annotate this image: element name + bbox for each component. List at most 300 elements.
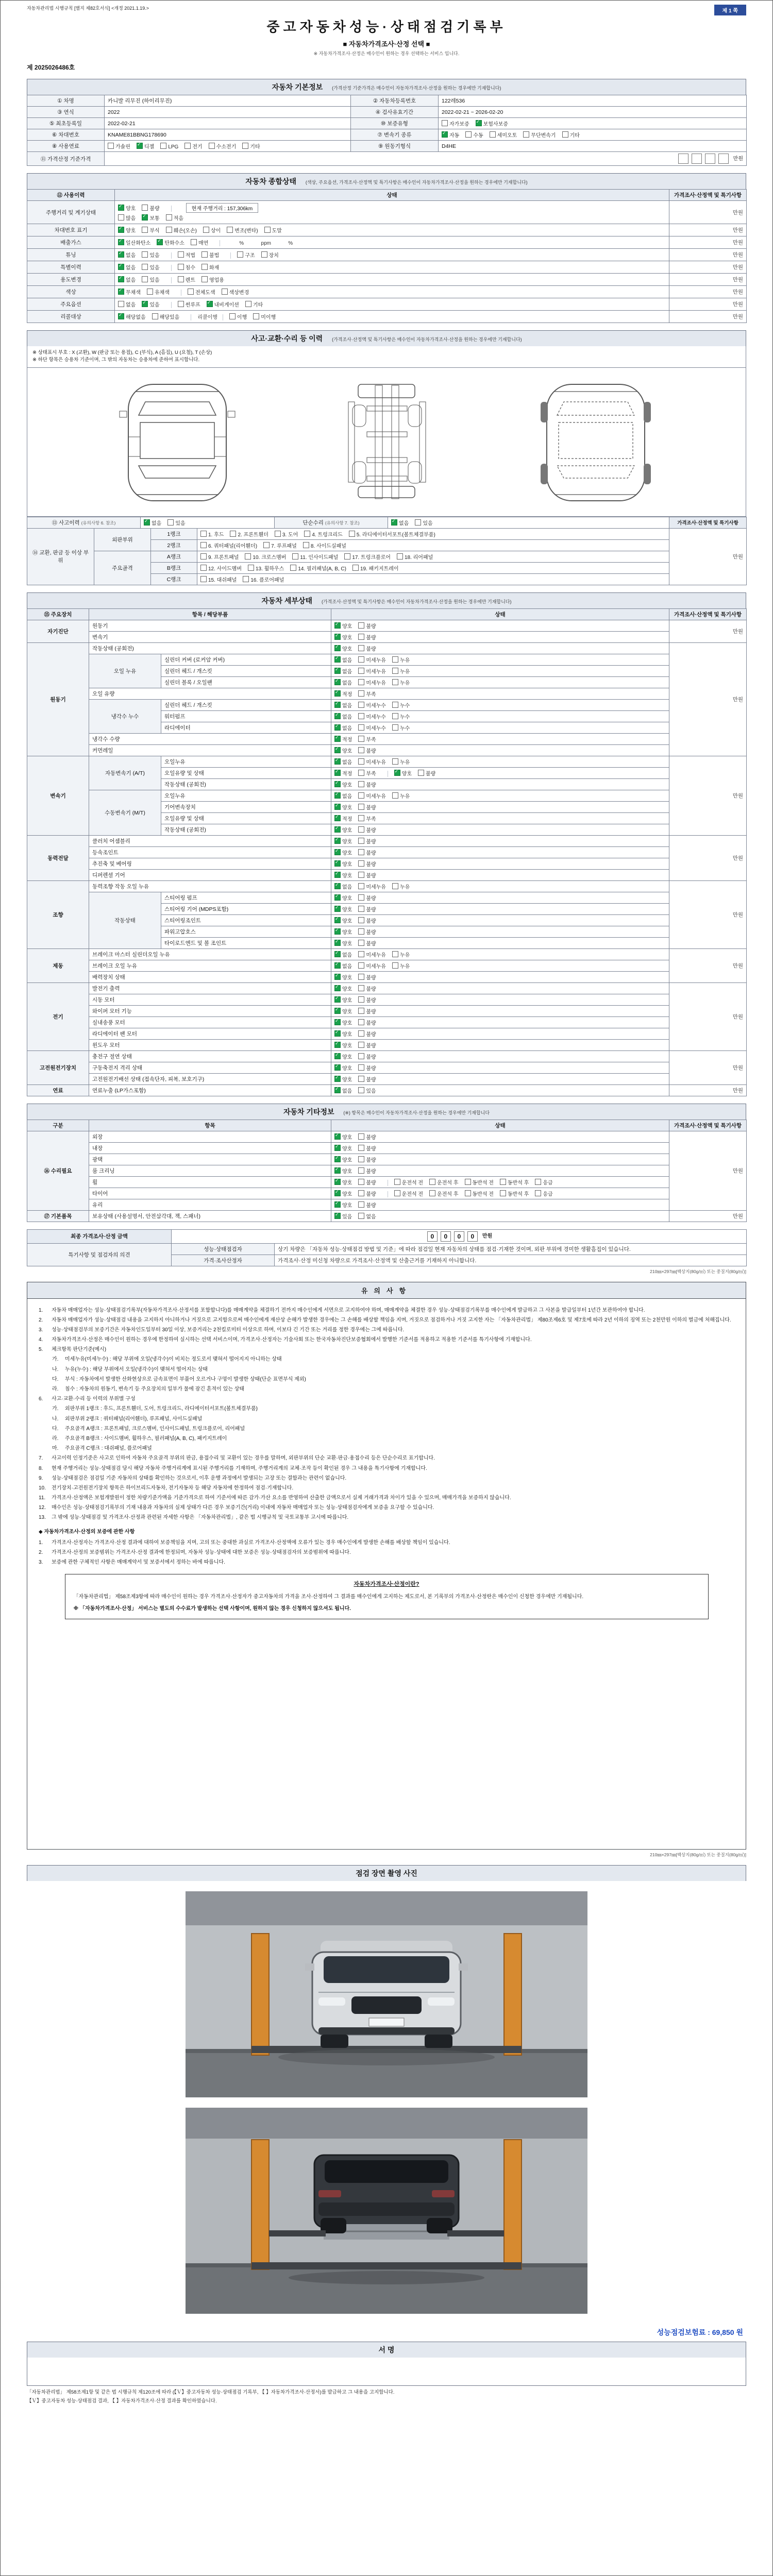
checkbox-icon[interactable] [358,894,364,901]
checkbox-option[interactable] [230,532,268,538]
checkbox-option[interactable] [334,839,352,845]
checkbox-option[interactable] [334,963,352,970]
checkbox-checked-icon[interactable] [334,906,341,912]
checkbox-option[interactable] [358,782,376,788]
checkbox-icon[interactable] [500,1179,506,1185]
checkbox-option[interactable] [118,215,136,222]
checkbox-icon[interactable] [358,838,364,844]
checkbox-option[interactable] [358,884,386,890]
checkbox-option[interactable] [358,623,376,630]
checkbox-checked-icon[interactable] [334,1087,341,1093]
checkbox-icon[interactable] [392,951,398,957]
checkbox-icon[interactable] [358,974,364,980]
checkbox-option[interactable] [392,725,410,732]
checkbox-icon[interactable] [349,531,355,537]
checkbox-checked-icon[interactable] [118,276,124,282]
checkbox-option[interactable] [108,144,130,150]
checkbox-option[interactable] [178,302,200,308]
checkbox-option[interactable] [358,975,376,981]
checkbox-checked-icon[interactable] [334,1064,341,1071]
checkbox-icon[interactable] [229,313,236,319]
checkbox-icon[interactable] [242,143,248,149]
checkbox-checked-icon[interactable] [334,622,341,629]
checkbox-icon[interactable] [500,1190,506,1196]
checkbox-checked-icon[interactable] [118,239,124,245]
checkbox-icon[interactable] [392,702,398,708]
checkbox-option[interactable] [334,1031,352,1038]
checkbox-icon[interactable] [358,906,364,912]
checkbox-checked-icon[interactable] [334,985,341,991]
checkbox-option[interactable] [334,703,352,709]
checkbox-option[interactable] [118,302,136,308]
checkbox-option[interactable] [292,554,338,561]
checkbox-checked-icon[interactable] [334,1053,341,1059]
checkbox-icon[interactable] [358,1213,364,1219]
checkbox-option[interactable] [358,827,376,834]
checkbox-option[interactable] [334,1020,352,1026]
checkbox-option[interactable] [344,554,391,561]
checkbox-option[interactable] [358,1020,376,1026]
checkbox-icon[interactable] [178,251,184,258]
checkbox-icon[interactable] [292,553,298,560]
checkbox-option[interactable] [358,1180,376,1186]
checkbox-option[interactable] [358,737,376,743]
checkbox-option[interactable] [200,532,224,538]
checkbox-checked-icon[interactable] [334,1042,341,1048]
checkbox-icon[interactable] [203,227,209,233]
checkbox-icon[interactable] [394,1179,400,1185]
checkbox-option[interactable] [142,252,159,259]
checkbox-icon[interactable] [358,826,364,833]
checkbox-option[interactable] [253,314,276,320]
checkbox-checked-icon[interactable] [334,758,341,765]
checkbox-option[interactable] [334,793,352,800]
checkbox-option[interactable] [334,986,352,992]
checkbox-icon[interactable] [358,860,364,867]
checkbox-icon[interactable] [200,542,207,548]
checkbox-option[interactable] [334,816,352,822]
checkbox-option[interactable] [167,520,185,527]
checkbox-icon[interactable] [358,804,364,810]
checkbox-icon[interactable] [358,622,364,629]
checkbox-icon[interactable] [201,251,208,258]
checkbox-checked-icon[interactable] [334,1145,341,1151]
checkbox-icon[interactable] [222,289,228,295]
checkbox-checked-icon[interactable] [334,951,341,957]
checkbox-option[interactable] [178,265,195,271]
checkbox-option[interactable] [349,532,435,538]
checkbox-checked-icon[interactable] [142,301,148,307]
checkbox-option[interactable] [358,714,386,720]
checkbox-checked-icon[interactable] [334,838,341,844]
checkbox-option[interactable] [227,228,258,234]
checkbox-checked-icon[interactable] [334,974,341,980]
checkbox-icon[interactable] [253,313,259,319]
checkbox-option[interactable] [358,907,376,913]
checkbox-option[interactable] [264,228,282,234]
checkbox-option[interactable] [392,884,410,890]
checkbox-icon[interactable] [184,143,191,149]
checkbox-option[interactable] [358,895,376,902]
checkbox-icon[interactable] [358,679,364,685]
checkbox-option[interactable] [358,680,386,686]
checkbox-option[interactable] [358,839,376,845]
checkbox-option[interactable] [334,646,352,652]
checkbox-checked-icon[interactable] [334,883,341,889]
checkbox-icon[interactable] [358,1179,364,1185]
checkbox-option[interactable] [334,680,352,686]
checkbox-checked-icon[interactable] [118,313,124,319]
checkbox-option[interactable] [118,265,136,271]
checkbox-checked-icon[interactable] [334,656,341,663]
checkbox-option[interactable] [160,144,178,150]
checkbox-icon[interactable] [415,519,421,526]
checkbox-checked-icon[interactable] [334,713,341,719]
checkbox-icon[interactable] [358,1133,364,1140]
checkbox-icon[interactable] [392,724,398,731]
checkbox-icon[interactable] [167,519,174,526]
checkbox-checked-icon[interactable] [334,690,341,697]
checkbox-checked-icon[interactable] [334,645,341,651]
checkbox-option[interactable] [334,635,352,641]
checkbox-option[interactable] [334,850,352,856]
checkbox-checked-icon[interactable] [137,143,143,149]
checkbox-icon[interactable] [201,264,208,270]
checkbox-option[interactable] [358,1202,376,1209]
checkbox-option[interactable] [358,635,376,641]
checkbox-icon[interactable] [178,301,184,307]
checkbox-option[interactable] [535,1180,552,1186]
checkbox-option[interactable] [334,929,352,936]
checkbox-option[interactable] [465,1180,494,1186]
checkbox-icon[interactable] [200,565,207,571]
checkbox-icon[interactable] [358,702,364,708]
checkbox-checked-icon[interactable] [391,519,397,526]
checkbox-option[interactable] [358,1077,376,1083]
checkbox-checked-icon[interactable] [334,860,341,867]
checkbox-option[interactable] [334,1088,352,1094]
checkbox-option[interactable] [334,1157,352,1163]
checkbox-checked-icon[interactable] [118,227,124,233]
checkbox-option[interactable] [201,277,224,283]
checkbox-icon[interactable] [358,770,364,776]
checkbox-checked-icon[interactable] [157,239,163,245]
checkbox-icon[interactable] [358,792,364,799]
checkbox-option[interactable] [334,1043,352,1049]
checkbox-option[interactable] [429,1191,458,1197]
checkbox-icon[interactable] [200,553,207,560]
checkbox-option[interactable] [334,1191,352,1197]
checkbox-option[interactable] [358,1134,376,1141]
checkbox-checked-icon[interactable] [118,264,124,270]
checkbox-icon[interactable] [562,131,568,138]
checkbox-option[interactable] [358,703,386,709]
checkbox-icon[interactable] [200,531,207,537]
checkbox-icon[interactable] [358,985,364,991]
checkbox-option[interactable] [476,121,508,127]
checkbox-icon[interactable] [200,576,207,582]
checkbox-icon[interactable] [188,289,194,295]
checkbox-option[interactable] [358,986,376,992]
checkbox-checked-icon[interactable] [334,917,341,923]
checkbox-icon[interactable] [358,1042,364,1048]
checkbox-icon[interactable] [358,758,364,765]
checkbox-option[interactable] [222,290,249,296]
checkbox-checked-icon[interactable] [334,996,341,1003]
checkbox-option[interactable] [500,1191,529,1197]
checkbox-option[interactable] [334,1077,352,1083]
checkbox-option[interactable] [358,1088,376,1094]
checkbox-icon[interactable] [166,227,172,233]
checkbox-option[interactable] [397,554,433,561]
checkbox-icon[interactable] [392,656,398,663]
checkbox-checked-icon[interactable] [334,679,341,685]
checkbox-icon[interactable] [358,781,364,787]
checkbox-icon[interactable] [394,1190,400,1196]
checkbox-icon[interactable] [118,301,124,307]
checkbox-option[interactable] [334,805,352,811]
checkbox-icon[interactable] [392,758,398,765]
checkbox-option[interactable] [392,669,410,675]
checkbox-checked-icon[interactable] [334,849,341,855]
checkbox-checked-icon[interactable] [334,826,341,833]
checkbox-checked-icon[interactable] [334,1133,341,1140]
checkbox-option[interactable] [392,714,410,720]
checkbox-icon[interactable] [358,1008,364,1014]
checkbox-icon[interactable] [263,542,270,548]
checkbox-icon[interactable] [358,713,364,719]
checkbox-option[interactable] [358,691,376,698]
checkbox-option[interactable] [142,215,159,222]
checkbox-option[interactable] [358,669,386,675]
checkbox-option[interactable] [358,657,386,664]
checkbox-icon[interactable] [290,565,296,571]
checkbox-icon[interactable] [358,951,364,957]
checkbox-option[interactable] [392,703,410,709]
checkbox-checked-icon[interactable] [476,120,482,126]
checkbox-icon[interactable] [178,264,184,270]
checkbox-option[interactable] [358,861,376,868]
checkbox-icon[interactable] [142,264,148,270]
checkbox-option[interactable] [118,240,150,246]
checkbox-option[interactable] [200,566,242,572]
checkbox-option[interactable] [358,1214,376,1220]
checkbox-checked-icon[interactable] [334,804,341,810]
checkbox-option[interactable] [137,144,154,150]
checkbox-option[interactable] [358,771,376,777]
signature-area[interactable] [27,2358,746,2386]
checkbox-option[interactable] [334,714,352,720]
checkbox-icon[interactable] [352,565,359,571]
checkbox-icon[interactable] [358,872,364,878]
checkbox-icon[interactable] [178,276,184,282]
checkbox-icon[interactable] [248,565,254,571]
checkbox-checked-icon[interactable] [394,770,400,776]
checkbox-checked-icon[interactable] [334,736,341,742]
checkbox-icon[interactable] [245,553,251,560]
checkbox-option[interactable] [142,302,159,308]
checkbox-option[interactable] [334,725,352,732]
checkbox-option[interactable] [358,646,376,652]
checkbox-checked-icon[interactable] [334,940,341,946]
checkbox-icon[interactable] [118,214,124,221]
checkbox-icon[interactable] [465,1190,471,1196]
checkbox-option[interactable] [178,252,195,259]
checkbox-option[interactable] [442,132,459,139]
checkbox-option[interactable] [245,554,286,561]
checkbox-option[interactable] [358,952,386,958]
checkbox-icon[interactable] [442,120,448,126]
checkbox-icon[interactable] [358,849,364,855]
checkbox-option[interactable] [334,918,352,924]
checkbox-option[interactable] [184,144,202,150]
checkbox-option[interactable] [334,759,352,766]
checkbox-option[interactable] [142,206,159,212]
checkbox-option[interactable] [207,302,239,308]
checkbox-option[interactable] [358,1043,376,1049]
checkbox-icon[interactable] [358,962,364,969]
checkbox-checked-icon[interactable] [334,1167,341,1174]
checkbox-option[interactable] [500,1180,529,1186]
checkbox-option[interactable] [201,265,219,271]
checkbox-option[interactable] [415,520,432,527]
checkbox-icon[interactable] [358,815,364,821]
checkbox-icon[interactable] [245,301,251,307]
checkbox-icon[interactable] [358,1201,364,1208]
checkbox-option[interactable] [304,532,342,538]
checkbox-option[interactable] [229,314,247,320]
checkbox-option[interactable] [465,132,483,139]
checkbox-checked-icon[interactable] [334,724,341,731]
checkbox-option[interactable] [200,543,257,549]
checkbox-option[interactable] [334,1202,352,1209]
checkbox-icon[interactable] [535,1190,541,1196]
checkbox-option[interactable] [334,1009,352,1015]
checkbox-icon[interactable] [358,883,364,889]
checkbox-icon[interactable] [152,313,158,319]
checkbox-icon[interactable] [275,531,281,537]
checkbox-icon[interactable] [358,668,364,674]
checkbox-option[interactable] [334,907,352,913]
checkbox-icon[interactable] [490,131,496,138]
checkbox-option[interactable] [334,1134,352,1141]
checkbox-checked-icon[interactable] [334,815,341,821]
checkbox-option[interactable] [334,782,352,788]
checkbox-option[interactable] [358,1054,376,1060]
checkbox-icon[interactable] [429,1179,435,1185]
checkbox-icon[interactable] [358,928,364,935]
checkbox-option[interactable] [392,793,410,800]
checkbox-option[interactable] [118,206,136,212]
checkbox-option[interactable] [188,290,215,296]
checkbox-checked-icon[interactable] [334,634,341,640]
checkbox-option[interactable] [392,963,410,970]
checkbox-option[interactable] [261,252,279,259]
checkbox-icon[interactable] [392,792,398,799]
checkbox-option[interactable] [358,997,376,1004]
checkbox-icon[interactable] [344,553,350,560]
checkbox-icon[interactable] [303,542,309,548]
checkbox-option[interactable] [275,532,298,538]
checkbox-checked-icon[interactable] [334,894,341,901]
checkbox-option[interactable] [352,566,399,572]
checkbox-checked-icon[interactable] [334,1156,341,1162]
checkbox-icon[interactable] [358,690,364,697]
checkbox-option[interactable] [358,850,376,856]
checkbox-icon[interactable] [465,131,472,138]
checkbox-icon[interactable] [358,1064,364,1071]
checkbox-option[interactable] [243,577,284,583]
checkbox-icon[interactable] [429,1190,435,1196]
checkbox-option[interactable] [334,1168,352,1175]
checkbox-option[interactable] [118,277,136,283]
checkbox-icon[interactable] [392,679,398,685]
checkbox-icon[interactable] [358,724,364,731]
checkbox-checked-icon[interactable] [142,214,148,221]
checkbox-icon[interactable] [209,143,215,149]
checkbox-checked-icon[interactable] [207,301,213,307]
checkbox-option[interactable] [201,252,219,259]
checkbox-option[interactable] [418,771,435,777]
checkbox-checked-icon[interactable] [334,781,341,787]
checkbox-icon[interactable] [166,214,172,221]
checkbox-option[interactable] [334,975,352,981]
checkbox-checked-icon[interactable] [334,872,341,878]
checkbox-icon[interactable] [397,553,403,560]
checkbox-checked-icon[interactable] [334,1179,341,1185]
checkbox-option[interactable] [203,228,221,234]
checkbox-option[interactable] [535,1191,552,1197]
checkbox-checked-icon[interactable] [334,962,341,969]
checkbox-option[interactable] [118,314,146,320]
checkbox-option[interactable] [334,771,352,777]
checkbox-option[interactable] [248,566,284,572]
checkbox-option[interactable] [178,277,195,283]
checkbox-icon[interactable] [142,205,148,211]
checkbox-option[interactable] [209,144,237,150]
checkbox-option[interactable] [391,520,409,527]
checkbox-checked-icon[interactable] [334,668,341,674]
checkbox-checked-icon[interactable] [334,747,341,753]
checkbox-option[interactable] [358,873,376,879]
checkbox-option[interactable] [334,873,352,879]
checkbox-option[interactable] [429,1180,458,1186]
checkbox-option[interactable] [394,1180,423,1186]
checkbox-icon[interactable] [392,668,398,674]
checkbox-option[interactable] [166,228,197,234]
checkbox-checked-icon[interactable] [144,519,150,526]
checkbox-option[interactable] [303,543,346,549]
checkbox-option[interactable] [142,277,159,283]
checkbox-option[interactable] [334,884,352,890]
checkbox-option[interactable] [523,132,556,139]
checkbox-icon[interactable] [358,1145,364,1151]
checkbox-option[interactable] [358,1157,376,1163]
checkbox-option[interactable] [562,132,580,139]
checkbox-icon[interactable] [142,251,148,258]
checkbox-option[interactable] [334,748,352,754]
checkbox-option[interactable] [245,302,263,308]
checkbox-icon[interactable] [358,1076,364,1082]
checkbox-icon[interactable] [227,227,233,233]
checkbox-option[interactable] [392,680,410,686]
checkbox-option[interactable] [142,265,159,271]
checkbox-option[interactable] [334,657,352,664]
checkbox-option[interactable] [334,827,352,834]
checkbox-option[interactable] [358,1065,376,1072]
checkbox-icon[interactable] [392,713,398,719]
checkbox-option[interactable] [142,228,159,234]
